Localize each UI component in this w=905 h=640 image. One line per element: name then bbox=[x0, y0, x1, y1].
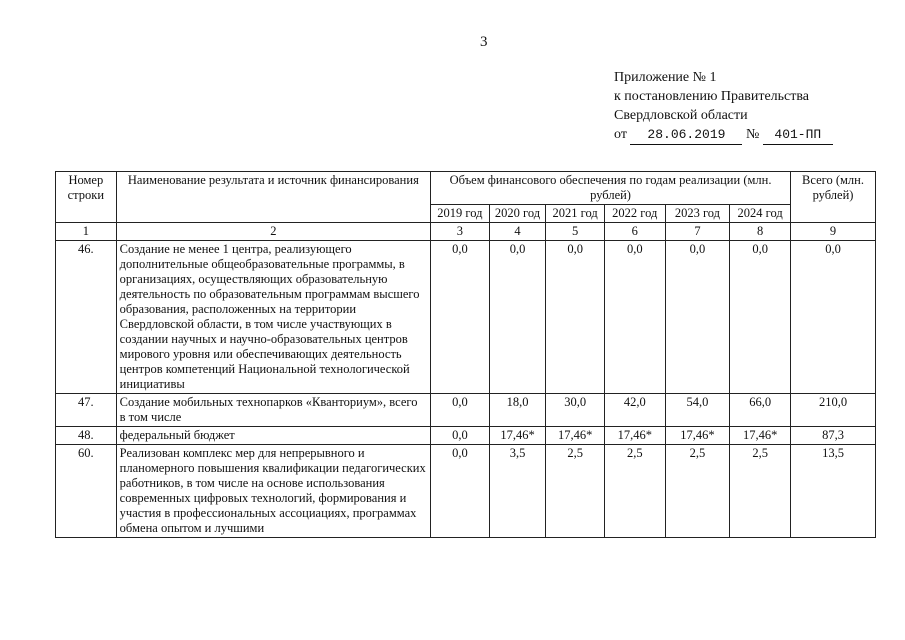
row-total: 210,0 bbox=[791, 394, 876, 427]
row-value: 0,0 bbox=[489, 241, 546, 394]
decree-date: 28.06.2019 bbox=[630, 125, 742, 145]
row-total: 13,5 bbox=[791, 445, 876, 538]
col-number: 3 bbox=[431, 223, 490, 241]
col-number: 4 bbox=[489, 223, 546, 241]
row-value: 17,46* bbox=[665, 427, 730, 445]
row-value: 0,0 bbox=[431, 427, 490, 445]
row-value: 17,46* bbox=[730, 427, 791, 445]
appendix-title: Приложение № 1 bbox=[614, 70, 717, 85]
row-name-cell bbox=[116, 394, 430, 427]
col-number: 5 bbox=[546, 223, 605, 241]
row-value: 0,0 bbox=[431, 394, 490, 427]
row-value: 2,5 bbox=[665, 445, 730, 538]
header-funding: Объем финансового обеспечения по годам реализации (млн. рублей) bbox=[431, 172, 791, 205]
row-number: 46. bbox=[56, 241, 117, 394]
table-row bbox=[56, 445, 876, 538]
header-year: 2024 год bbox=[730, 205, 791, 223]
row-name: Создание не менее 1 центра, реализующего дополнительные общеобразовательные программы, в организациях, осуществляющих образовательную деятельность по образовательным программам высшего образования, расположенных на территории Свердловской области, в том числе участвующих в создании научных и научно-образовательных центров мирового уровня или обеспечивающих деятельность центров компетенций Национальной технологической инициативы bbox=[116, 241, 430, 394]
col-number: 9 bbox=[791, 223, 876, 241]
row-value: 2,5 bbox=[546, 445, 605, 538]
row-value: 17,46* bbox=[489, 427, 546, 445]
decree-number: 401-ПП bbox=[763, 125, 833, 145]
row-value: 17,46* bbox=[604, 427, 665, 445]
table-row bbox=[56, 241, 876, 394]
row-value: 54,0 bbox=[665, 394, 730, 427]
appendix-line2: к постановлению Правительства bbox=[614, 89, 810, 104]
header-year: 2021 год bbox=[546, 205, 605, 223]
row-name: Создание мобильных технопарков «Кванториум», всего bbox=[119, 395, 418, 409]
row-value: 3,5 bbox=[489, 445, 546, 538]
row-value: 66,0 bbox=[730, 394, 791, 427]
row-total: 87,3 bbox=[791, 427, 876, 445]
header-year: 2020 год bbox=[489, 205, 546, 223]
col-number: 8 bbox=[730, 223, 791, 241]
row-value: 2,5 bbox=[604, 445, 665, 538]
col-number: 2 bbox=[116, 223, 430, 241]
row-value: 2,5 bbox=[730, 445, 791, 538]
row-value: 0,0 bbox=[604, 241, 665, 394]
col-number: 1 bbox=[56, 223, 117, 241]
row-value: 17,46* bbox=[546, 427, 605, 445]
row-value: 0,0 bbox=[546, 241, 605, 394]
appendix-header bbox=[614, 68, 833, 145]
row-number: 48. bbox=[56, 427, 117, 445]
row-value: 0,0 bbox=[431, 241, 490, 394]
col-number: 7 bbox=[665, 223, 730, 241]
row-value: 42,0 bbox=[604, 394, 665, 427]
col-number: 6 bbox=[604, 223, 665, 241]
row-number: 47. bbox=[56, 394, 117, 427]
table-row bbox=[56, 394, 876, 427]
row-value: 30,0 bbox=[546, 394, 605, 427]
header-row-no: Номер строки bbox=[56, 172, 117, 223]
header-name: Наименование результата и источник финансирования bbox=[116, 172, 430, 223]
row-total: 0,0 bbox=[791, 241, 876, 394]
funding-table bbox=[55, 171, 876, 538]
appendix-date-line bbox=[614, 125, 833, 145]
page-number: 3 bbox=[480, 34, 488, 50]
column-numbers-row bbox=[56, 223, 876, 241]
header-year: 2019 год bbox=[431, 205, 490, 223]
appendix-line3: Свердловской области bbox=[614, 108, 748, 123]
number-label: № bbox=[745, 127, 760, 142]
row-name: Реализован комплекс мер для непрерывного и планомерного повышения квалификации педагогических работников, в том числе на основе использования современных цифровых технологий, формирования и участия в профессиональных ассоциациях, программах обмена опытом и лучшими bbox=[116, 445, 430, 538]
table-row bbox=[56, 427, 876, 445]
from-label: от bbox=[614, 127, 627, 142]
header-row bbox=[56, 172, 876, 205]
row-name-sub: в том числе bbox=[119, 410, 182, 424]
row-value: 0,0 bbox=[431, 445, 490, 538]
row-value: 0,0 bbox=[730, 241, 791, 394]
header-year: 2022 год bbox=[604, 205, 665, 223]
row-value: 18,0 bbox=[489, 394, 546, 427]
header-total: Всего (млн. рублей) bbox=[791, 172, 876, 223]
header-year: 2023 год bbox=[665, 205, 730, 223]
row-number: 60. bbox=[56, 445, 117, 538]
row-name: федеральный бюджет bbox=[116, 427, 430, 445]
row-value: 0,0 bbox=[665, 241, 730, 394]
